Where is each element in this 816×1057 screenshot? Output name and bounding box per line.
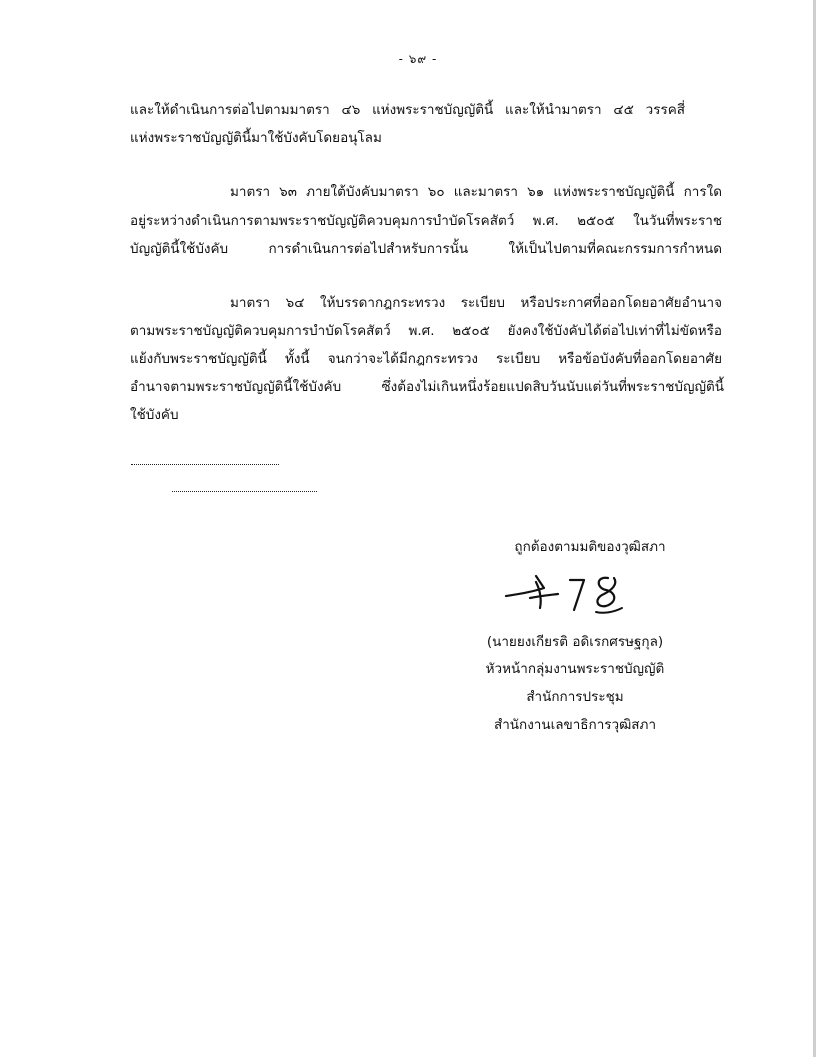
signer-organization: สำนักงานเลขาธิการวุฒิสภา	[493, 717, 657, 733]
signer-name: (นายยงเกียรติ อดิเรกศรษฐกุล)	[486, 634, 664, 650]
section-63-line-3: บัญญัตินี้ใช้บังคับ การดำเนินการต่อไปสำหรับการนั้น ให้เป็นไปตามที่คณะกรรมการกำหนด	[130, 241, 722, 257]
section-64-line-5: ใช้บังคับ	[130, 407, 179, 423]
handwritten-signature	[500, 568, 640, 618]
signer-office: สำนักการประชุม	[526, 689, 624, 705]
certification-statement: ถูกต้องตามมติของวุฒิสภา	[514, 539, 666, 555]
signer-position: หัวหน้ากลุ่มงานพระราชบัญญัติ	[485, 661, 665, 677]
section-64-line-3: แย้งกับพระราชบัญญัตินี้ ทั้งนี้ จนกว่าจะได้มีกฎกระทรวง ระเบียบ หรือข้อบังคับที่ออกโดยอาศัย	[130, 351, 722, 367]
section-64-line-1: มาตรา ๖๔ ให้บรรดากฎกระทรวง ระเบียบ หรือประกาศที่ออกโดยอาศัยอำนาจ	[230, 295, 722, 311]
dotted-separator-2	[172, 491, 317, 492]
section-63-line-1: มาตรา ๖๓ ภายใต้บังคับมาตรา ๖๐ และมาตรา ๖๑ แห่งพระราชบัญญัตินี้ การใด	[230, 184, 722, 200]
paragraph-continuation-line-2: แห่งพระราชบัญญัตินี้มาใช้บังคับโดยอนุโลม	[130, 130, 382, 146]
paragraph-continuation-line-1: และให้ดำเนินการต่อไปตามมาตรา ๔๖ แห่งพระราชบัญญัตินี้ และให้นำมาตรา ๔๕ วรรคสี่	[130, 102, 685, 118]
dotted-separator-1	[131, 464, 279, 465]
section-64-line-2: ตามพระราชบัญญัติควบคุมการบำบัดโรคสัตว์ พ.ศ. ๒๕๐๕ ยังคงใช้บังคับได้ต่อไปเท่าที่ไม่ขัดหรือ	[130, 323, 722, 339]
section-64-line-4: อำนาจตามพระราชบัญญัตินี้ใช้บังคับ ซึ่งต้องไม่เกินหนึ่งร้อยแปดสิบวันนับแต่วันที่พระราชบัญญัตินี้	[130, 379, 724, 395]
section-63-line-2: อยู่ระหว่างดำเนินการตามพระราชบัญญัติควบคุมการบำบัดโรคสัตว์ พ.ศ. ๒๕๐๕ ในวันที่พระราช	[130, 213, 722, 229]
page-number: - ๖๙ -	[398, 52, 438, 66]
